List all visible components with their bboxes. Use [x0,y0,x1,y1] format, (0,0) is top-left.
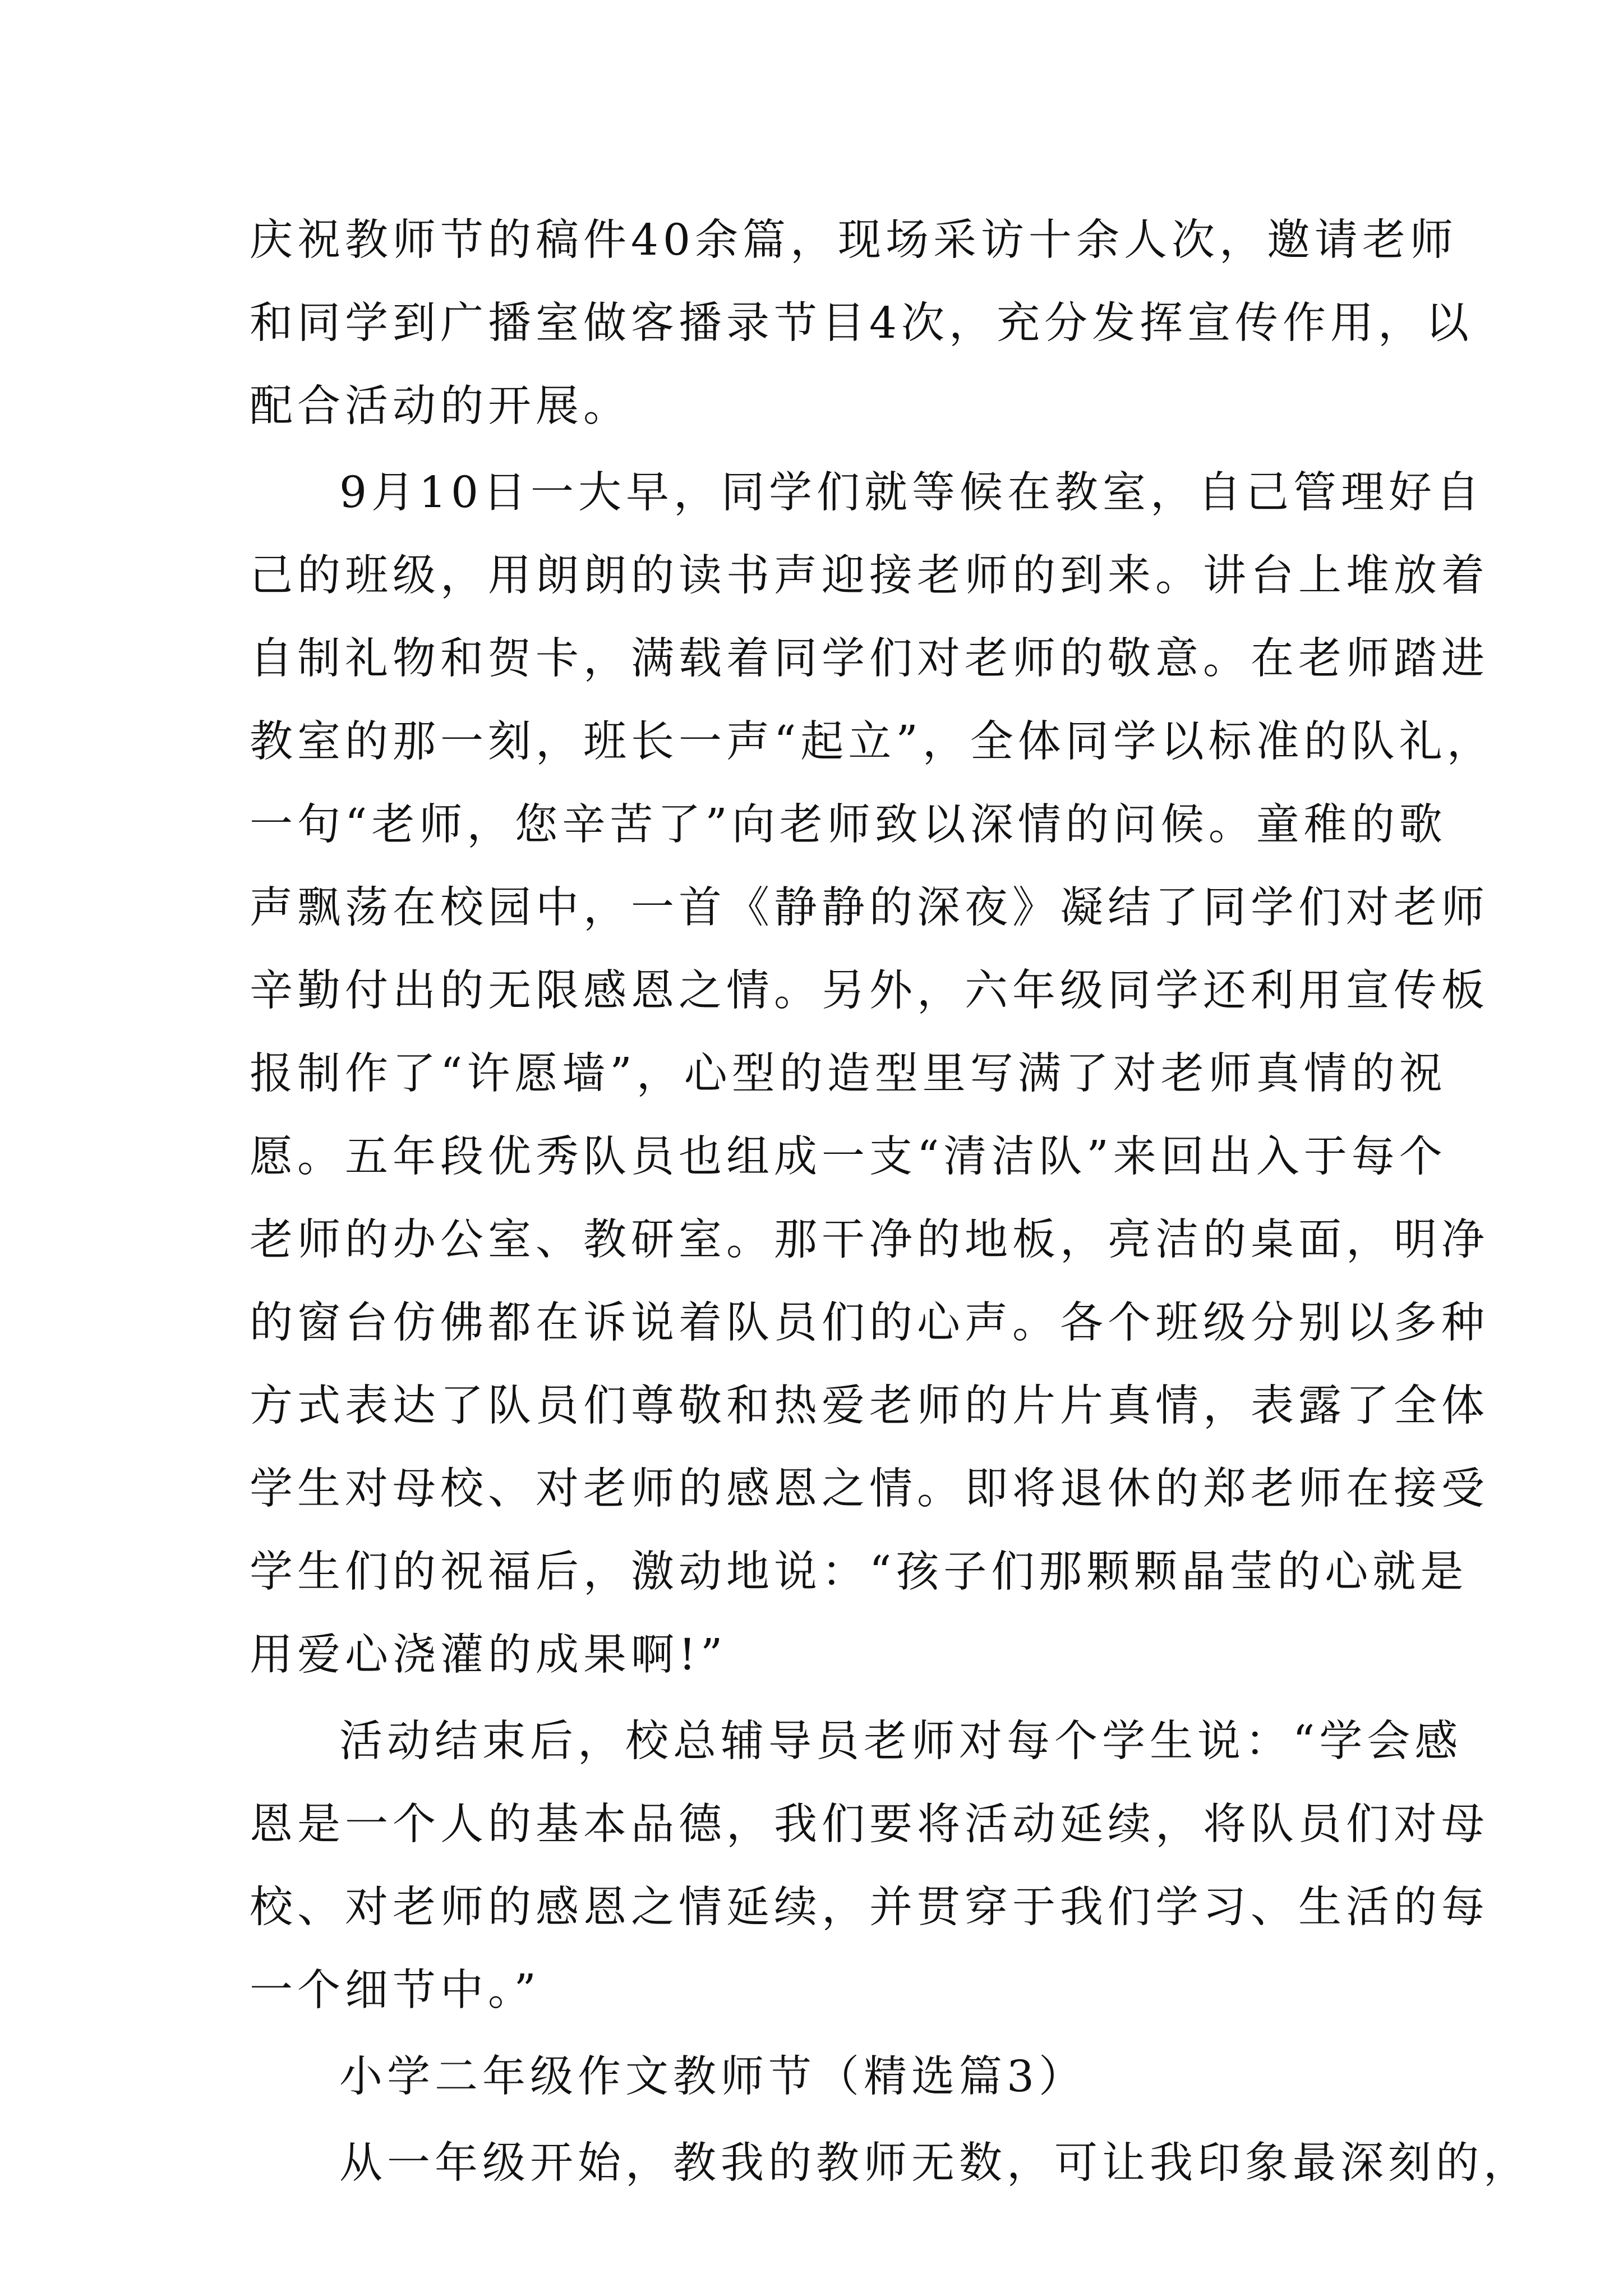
text-line: 和同学到广播室做客播录节目4次，充分发挥宣传作用，以 [250,298,1473,348]
text-line: 配合活动的开展。 [250,381,631,431]
text-line: 活动结束后，校总辅导员老师对每个学生说：“学会感 [339,1717,1463,1766]
paragraph [250,199,1473,448]
text-line: 校、对老师的感恩之情延续，并贯穿于我们学习、生活的每 [250,1883,1489,1932]
text-line: 愿。五年段优秀队员也组成一支“清洁队”来回出入于每个 [250,1132,1447,1182]
paragraph [250,2122,1531,2205]
paragraph-gap [250,2205,1382,2208]
text-line: 一个细节中。” [250,1966,541,2016]
paragraph [250,1700,1489,2032]
text-line: 学生们的祝福后，激动地说：“孩子们那颗颗晶莹的心就是 [250,1547,1468,1597]
text-line: 恩是一个人的基本品德，我们要将活动延续，将队员们对母 [250,1800,1489,1849]
text-line: 学生对母校、对老师的感恩之情。即将退休的郑老师在接受 [250,1464,1489,1514]
paragraph [250,452,1495,1697]
text-line: 一句“老师，您辛苦了”向老师致以深情的问候。童稚的歌 [250,800,1447,850]
text-line: 报制作了“许愿墙”，心型的造型里写满了对老师真情的祝 [250,1049,1447,1099]
text-line: 从一年级开始，教我的教师无数，可让我印象最深刻的， [339,2138,1531,2188]
document-body [250,199,1531,2208]
text-line: 老师的办公室、教研室。那干净的地板，亮洁的桌面，明净 [250,1215,1489,1265]
paragraph [250,2036,1382,2119]
text-line: 用爱心浇灌的成果啊!” [250,1630,727,1680]
text-line: 自制礼物和贺卡，满载着同学们对老师的敬意。在老师踏进 [250,634,1489,684]
text-line: 小学二年级作文教师节（精选篇3） [339,2052,1086,2102]
text-line: 9月10日一大早，同学们就等候在教室，自己管理好自 [339,468,1484,518]
text-line: 方式表达了队员们尊敬和热爱老师的片片真情，表露了全体 [250,1381,1489,1431]
text-line: 辛勤付出的无限感恩之情。另外，六年级同学还利用宣传板 [250,966,1489,1016]
text-line: 教室的那一刻，班长一声“起立”，全体同学以标准的队礼， [250,717,1495,767]
text-line: 声飘荡在校园中，一首《静静的深夜》凝结了同学们对老师 [250,883,1489,933]
text-line: 己的班级，用朗朗的读书声迎接老师的到来。讲台上堆放着 [250,551,1489,601]
text-line: 庆祝教师节的稿件40余篇，现场采访十余人次，邀请老师 [250,215,1458,265]
text-line: 的窗台仿佛都在诉说着队员们的心声。各个班级分别以多种 [250,1298,1489,1348]
